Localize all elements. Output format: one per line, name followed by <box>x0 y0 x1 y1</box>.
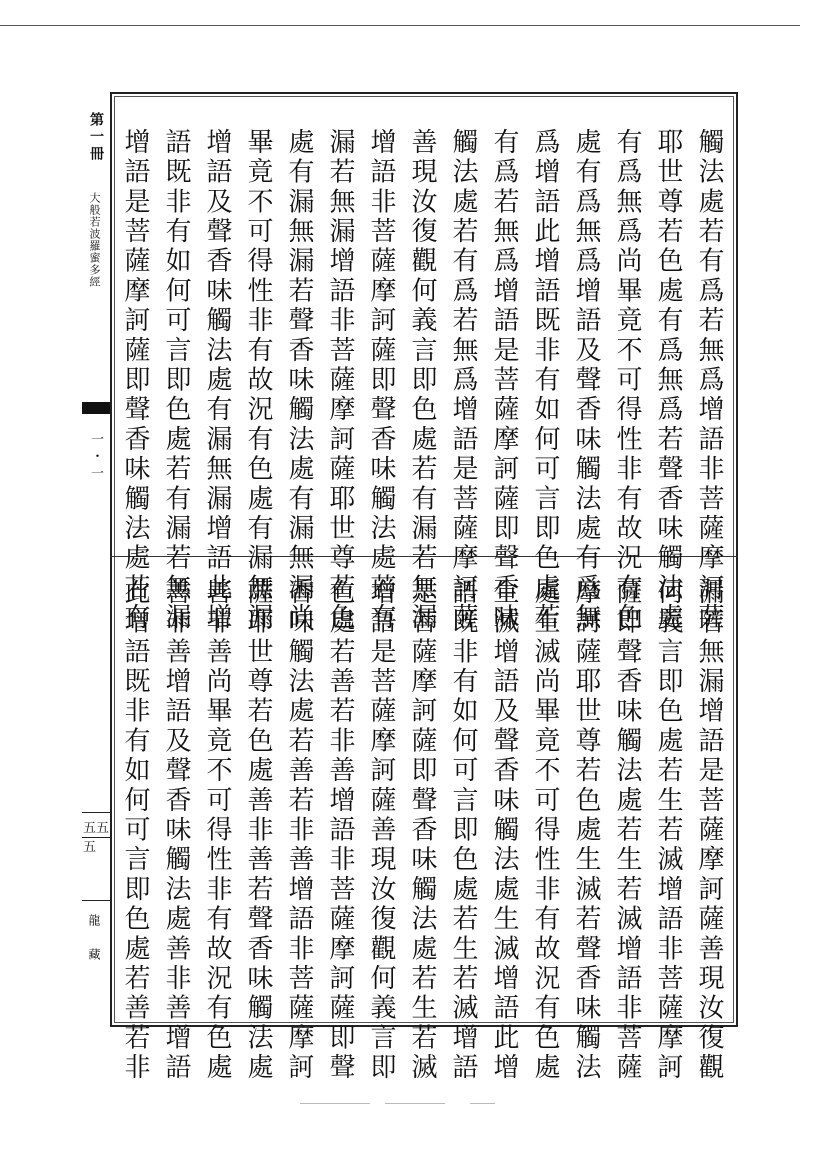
text-column: 生滅增語及聲香味觸法處生滅增語此增 <box>489 578 519 1083</box>
text-column: 有爲無爲尚畢竟不可得性非有故況有色 <box>612 128 642 633</box>
sutra-title: 大般若波羅蜜多經 <box>88 192 101 288</box>
volume-label: 第一冊 <box>88 112 104 163</box>
text-column: 香味觸法處若善若非善增語非菩薩摩訶 <box>284 578 314 1083</box>
text-column: 語既非有如何可言即色處若生若滅增語 <box>448 578 478 1083</box>
scan-mark <box>300 1103 370 1104</box>
text-column: 處生滅尚畢竟不可得性非有故況有色處 <box>530 578 560 1083</box>
margin-rule-mid <box>82 837 110 838</box>
text-column: 善現汝復觀何義言即色處若有漏若無漏 <box>407 128 437 633</box>
text-column: 是菩薩摩訶薩即聲香味觸法處若生若滅 <box>407 578 437 1083</box>
text-column: 色處若善若非善增語非菩薩摩訶薩即聲 <box>325 578 355 1083</box>
text-column: 爲增語此增語既非有如何可言即色處若 <box>530 128 560 633</box>
text-column: 處有漏無漏若聲香味觸法處有漏無漏尚 <box>284 128 314 633</box>
page-margin <box>82 92 110 1032</box>
text-column: 增語是菩薩摩訶薩善現汝復觀何義言即 <box>366 578 396 1083</box>
text-column: 有爲若無爲增語是菩薩摩訶薩即聲香味 <box>489 128 519 633</box>
text-column: 耶世尊若色處有爲無爲若聲香味觸法處 <box>653 128 683 633</box>
brand-label: 龍藏 <box>87 914 101 982</box>
text-column: 增語是菩薩摩訶薩即聲香味觸法處若有 <box>120 128 150 633</box>
text-column: 增語非菩薩摩訶薩即聲香味觸法處若有 <box>366 128 396 633</box>
text-column: 畢竟不可得性非有故況有色處有漏無漏 <box>243 128 273 633</box>
text-column: 善非善增語及聲香味觸法處善非善增語 <box>161 578 191 1083</box>
text-column: 觸法處若有爲若無爲增語非菩薩摩訶薩 <box>694 128 724 633</box>
text-column: 漏若無漏增語是菩薩摩訶薩善現汝復觀 <box>694 578 724 1083</box>
text-column: 薩耶世尊若色處善非善若聲香味觸法處 <box>243 578 273 1083</box>
text-column: 觸法處若有爲若無爲增語是菩薩摩訶薩 <box>448 128 478 633</box>
scan-mark <box>385 1103 445 1104</box>
text-column: 此增語既非有如何可言即色處若善若非 <box>120 578 150 1083</box>
text-column: 何義言即色處若生若滅增語非菩薩摩訶 <box>653 578 683 1083</box>
page-number: 五五五 <box>83 821 110 855</box>
text-column: 薩即聲香味觸法處若生若滅增語非菩薩 <box>612 578 642 1083</box>
top-rule <box>0 25 800 26</box>
text-column: 語既非有如何可言即色處若有漏若無漏 <box>161 128 191 633</box>
section-label: 一・一 <box>88 432 103 483</box>
margin-black-bar <box>82 402 110 414</box>
text-column: 增語及聲香味觸法處有漏無漏增語此增 <box>202 128 232 633</box>
scan-mark <box>470 1103 495 1104</box>
text-column: 漏若無漏增語非菩薩摩訶薩耶世尊若色 <box>325 128 355 633</box>
margin-rule-brand <box>82 900 110 901</box>
text-column: 處有爲無爲增語及聲香味觸法處有爲無 <box>571 128 601 633</box>
text-column: 摩訶薩耶世尊若色處生滅若聲香味觸法 <box>571 578 601 1083</box>
margin-rule-top <box>82 812 110 813</box>
text-column: 善非善尚畢竟不可得性非有故況有色處 <box>202 578 232 1083</box>
